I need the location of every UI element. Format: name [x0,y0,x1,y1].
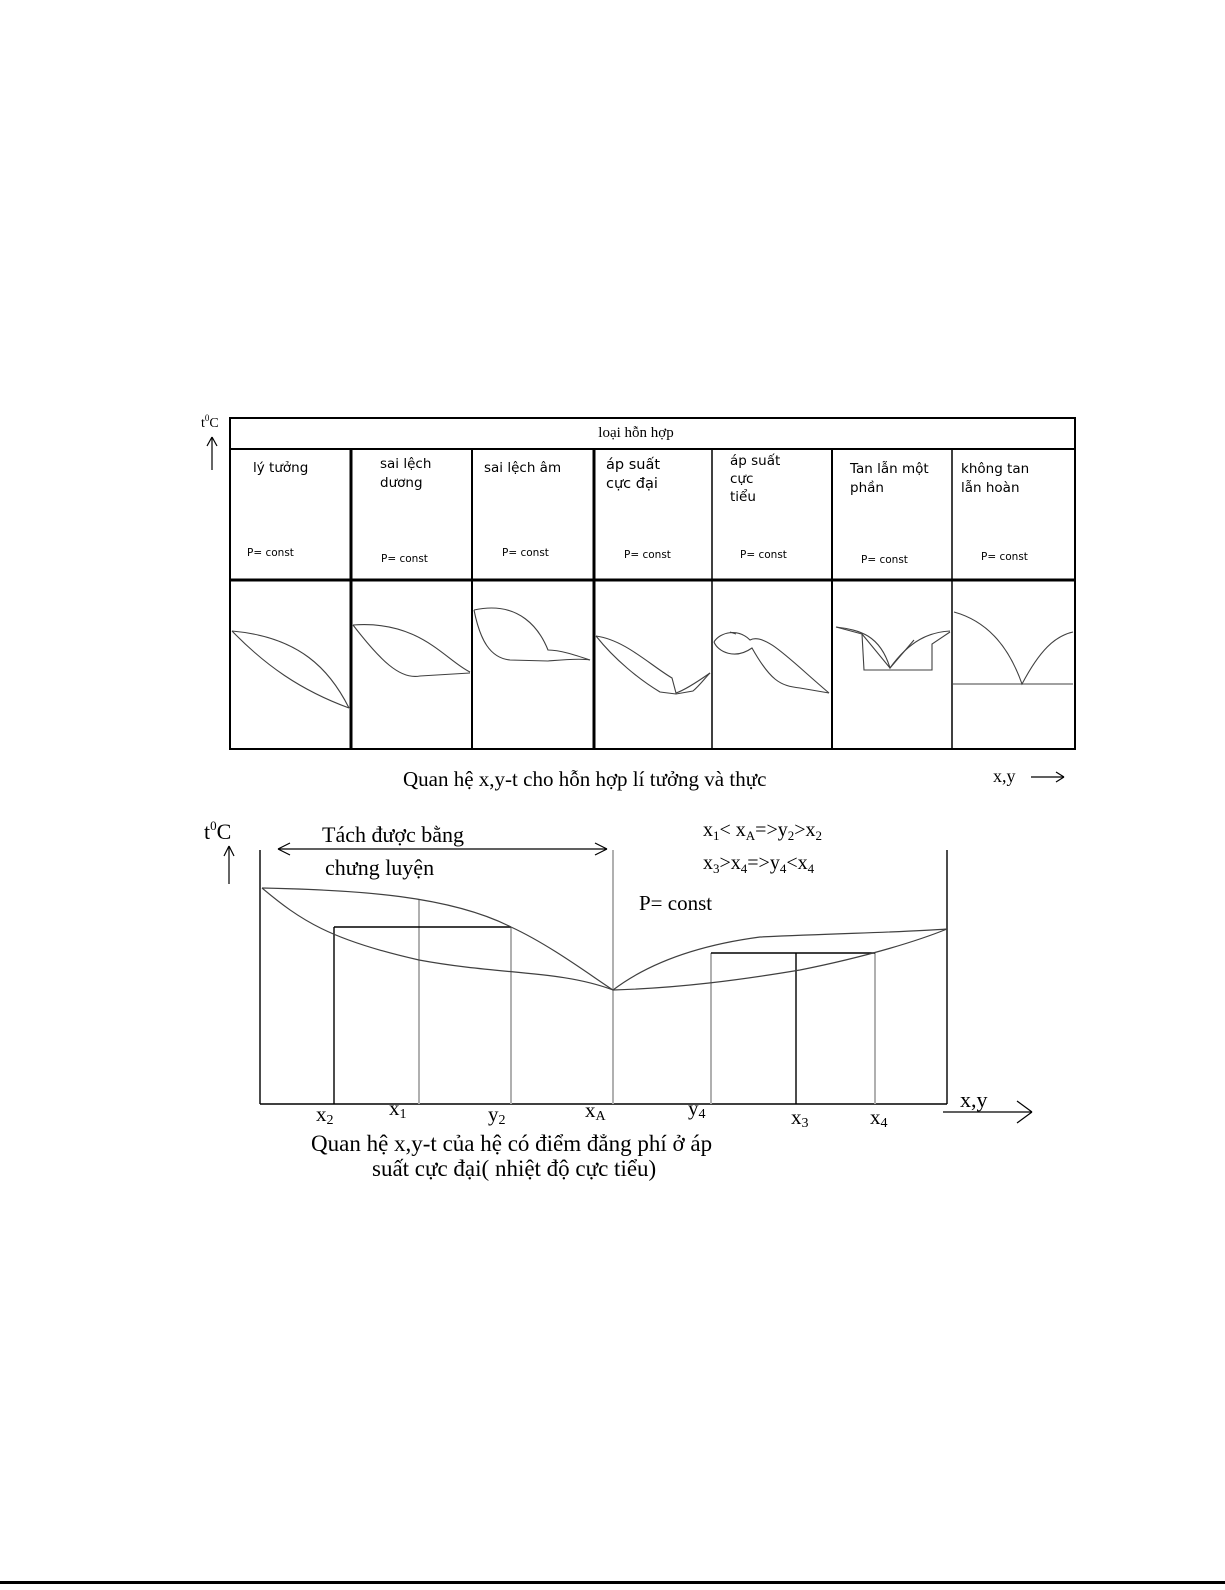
tick-x4: x4 [870,1105,888,1131]
col-max-pressure-label-2: cực đại [606,476,658,492]
col-positive-deviation-pressure: P= const [381,553,428,565]
bottom-x-axis-label: x,y [960,1087,988,1112]
top-figure [201,413,1075,791]
pressure-label: P= const [639,891,713,915]
tick-y4: y4 [688,1096,706,1122]
col-positive-deviation-label-2: dương [380,475,423,491]
bottom-y-axis-arrow [224,846,234,884]
top-x-axis-label: x,y [993,766,1016,786]
separation-label-1: Tách được bằng [322,822,465,847]
top-x-axis-arrow [1031,772,1064,782]
bottom-boxes [334,927,875,1104]
positive-deviation-diagram [353,625,470,677]
top-caption: Quan hệ x,y-t cho hỗn hợp lí tưởng và thực [403,767,767,791]
bottom-gray-lines [419,850,875,1104]
col-max-pressure-label-1: áp suất [606,457,661,473]
max-pressure-diagram [596,636,710,694]
partial-miscible-diagram [836,627,950,670]
bottom-x-axis-arrow [943,1101,1032,1123]
col-min-pressure-label-3: tiểu [730,489,756,505]
min-pressure-diagram [714,632,829,693]
col-negative-deviation-label: sai lệch âm [484,460,562,476]
col-negative-deviation-pressure: P= const [502,547,549,559]
page-bottom-rule [0,1581,1225,1584]
immiscible-diagram [952,612,1073,684]
col-partial-miscible-pressure: P= const [861,554,908,566]
bottom-y-axis-label: $t^0C$ [204,818,232,844]
ideal-diagram [232,631,349,708]
top-y-axis-arrow [207,437,217,470]
tick-x2: x2 [316,1102,334,1128]
col-positive-deviation-label-1: sai lệch [380,456,432,472]
col-max-pressure-pressure: P= const [624,549,671,561]
col-immiscible-label-1: không tan [961,461,1030,477]
col-ideal-pressure: P= const [247,547,294,559]
col-immiscible-label-2: lẫn hoàn [961,480,1020,496]
tick-y2: y2 [488,1102,506,1128]
top-y-axis-label: $t^0C$ [201,413,219,431]
tick-xA: xA [585,1098,606,1124]
relation-2: $x_3>x_4=>y_4<x_4$ [703,852,815,876]
table-header: loại hỗn hợp [598,425,674,441]
bottom-caption-line-1: Quan hệ x,y-t của hệ có điểm đẳng phí ở áp [311,1131,713,1156]
col-min-pressure-label-1: áp suất [730,453,781,469]
separation-label-2: chưng luyện [325,855,435,880]
col-partial-miscible-label-2: phần [850,480,884,496]
col-partial-miscible-label-1: Tan lẫn một [850,461,929,477]
tick-x3: x3 [791,1105,809,1131]
bottom-caption-line-2: suất cực đại( nhiệt độ cực tiểu) [372,1156,657,1181]
col-ideal-label: lý tưởng [253,460,309,476]
bottom-curves [262,888,947,990]
col-min-pressure-pressure: P= const [740,549,787,561]
tick-x1: x1 [389,1096,407,1122]
bottom-figure [204,818,1032,1181]
negative-deviation-diagram [474,608,590,661]
col-min-pressure-label-2: cực [730,471,754,487]
col-immiscible-pressure: P= const [981,551,1028,563]
relation-1: $x_1< x_A=>y_2>x_2$ [703,819,823,843]
bottom-axes [260,850,947,1104]
